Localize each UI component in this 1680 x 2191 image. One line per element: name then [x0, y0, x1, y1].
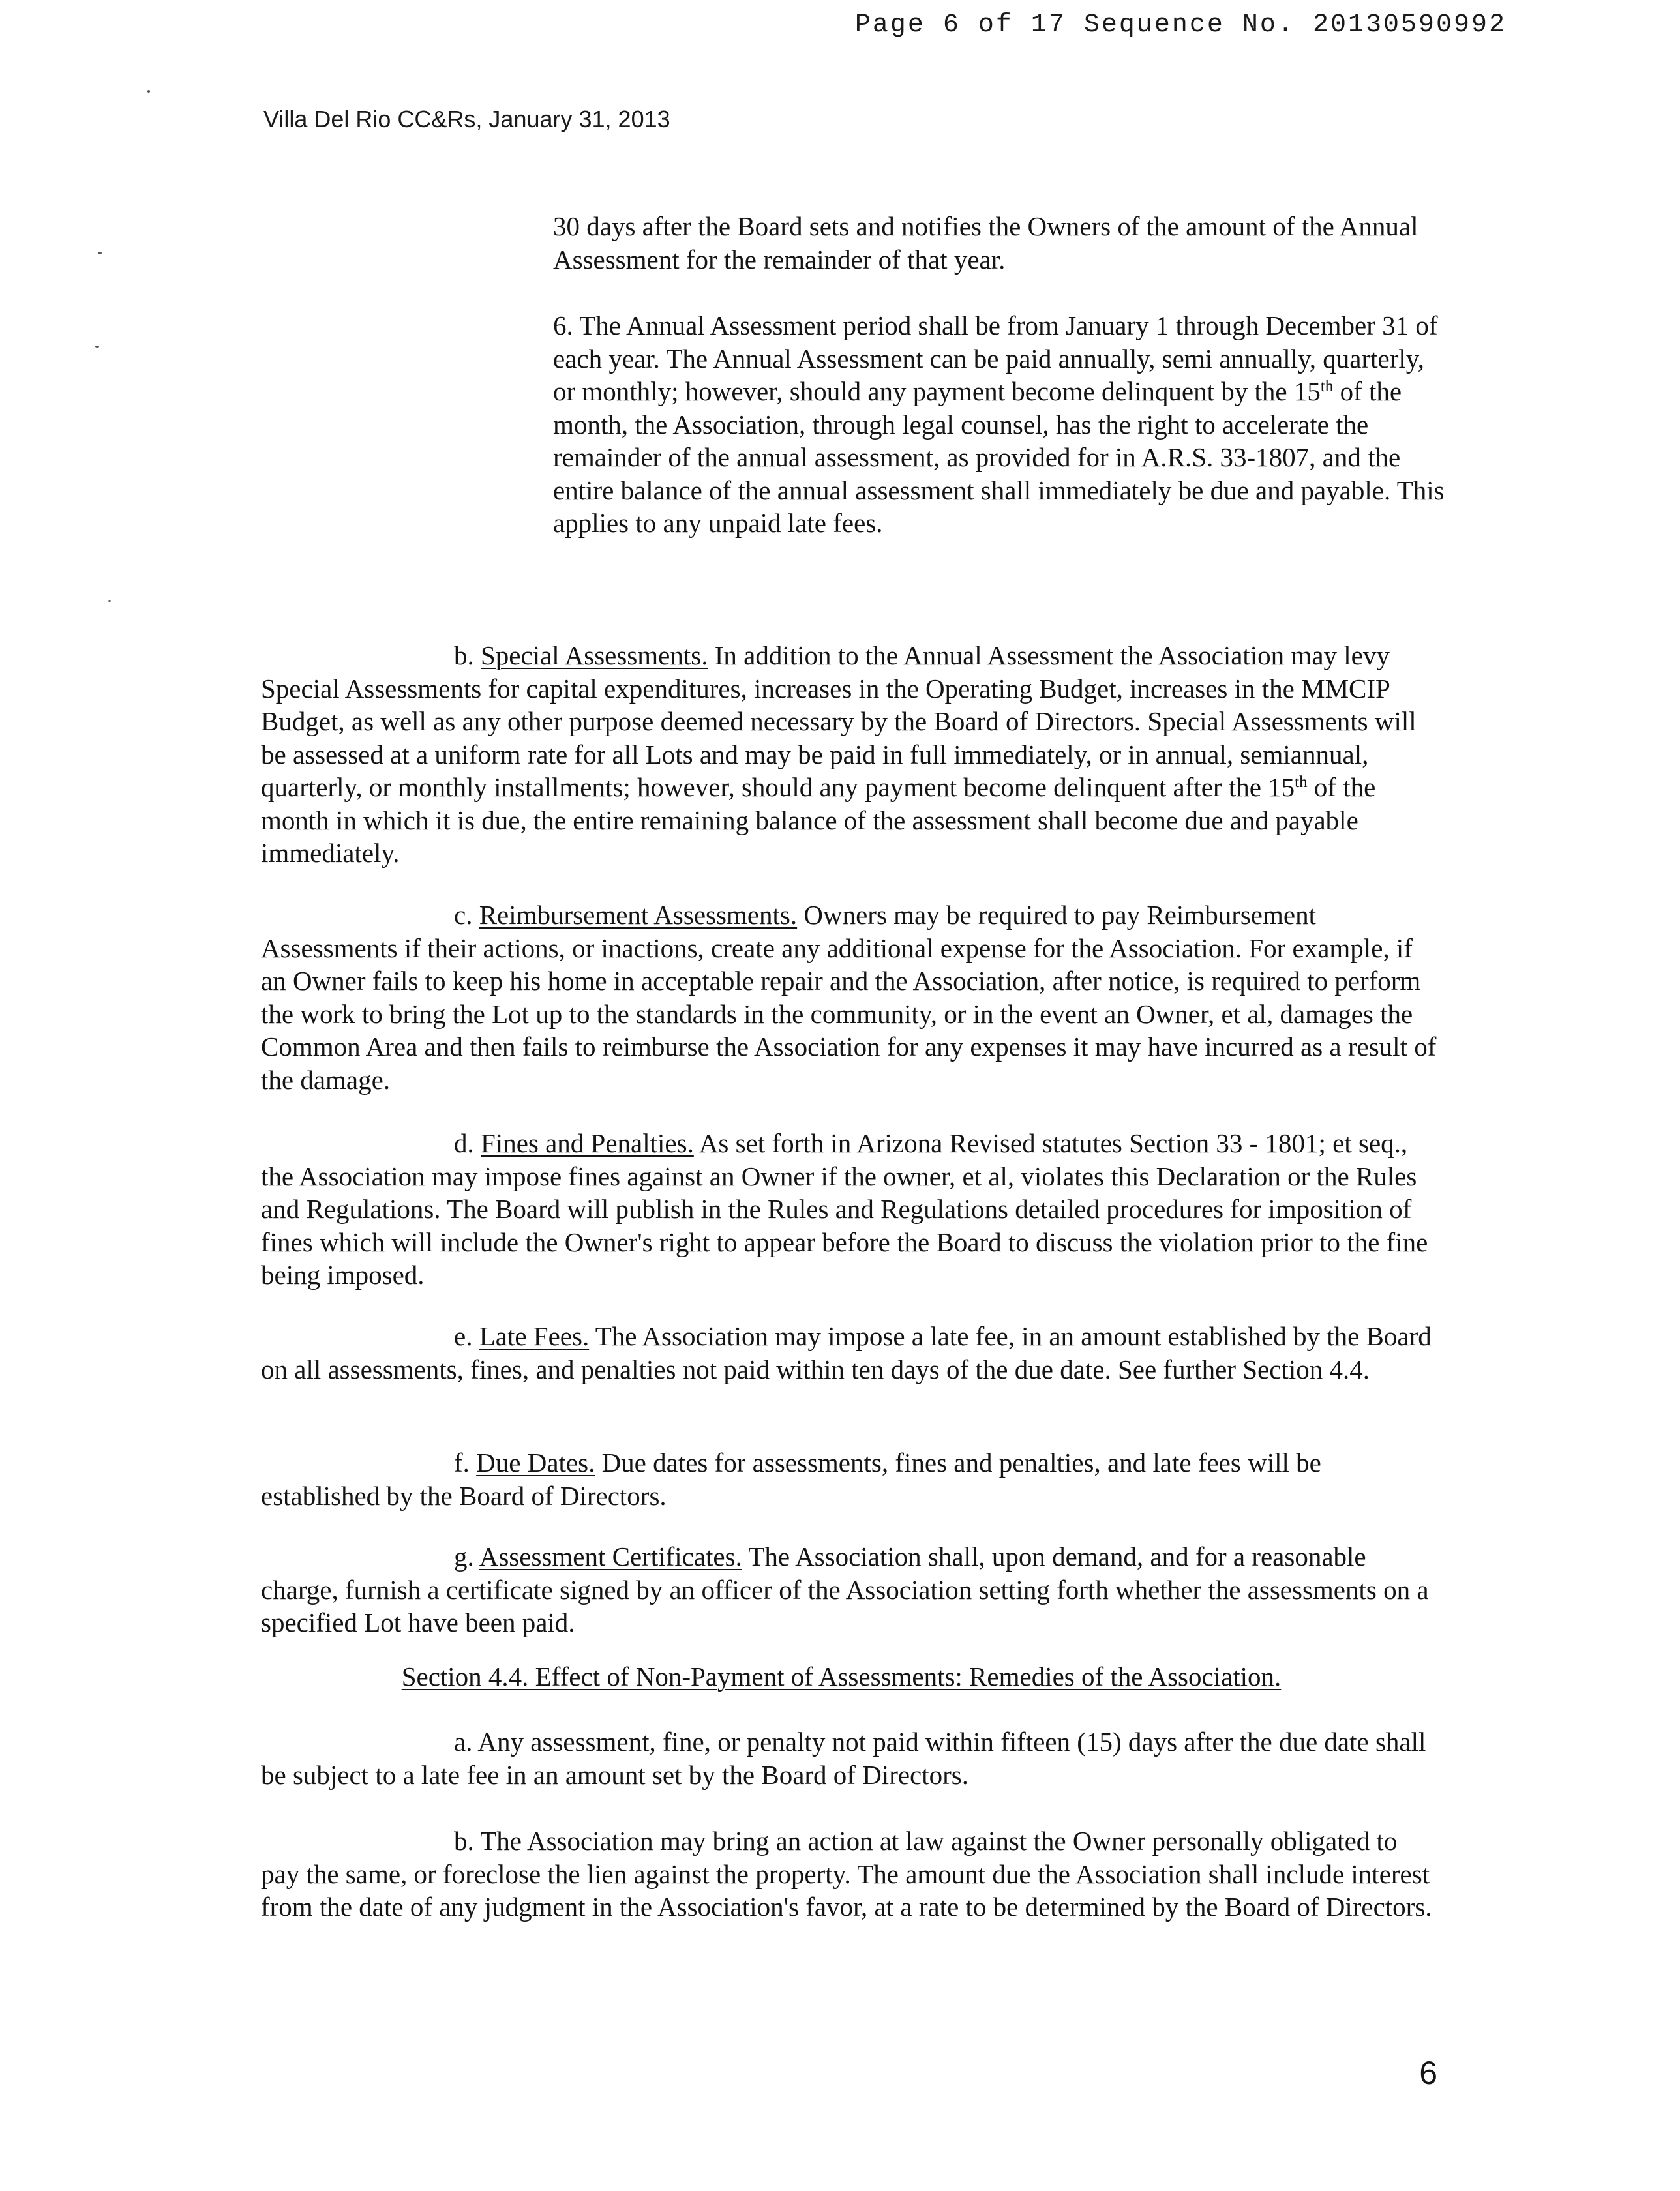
fines-penalties-text: As set forth in Arizona Revised statutes Section 33 - 1801; et seq., the Association may impose fines against an Owner if the owner, et al, violates this Declaration or the Rules and Regulations. The Board will publish in the Rules and Regulations detailed procedures for imposition of fines which will include the Owner's right to appear before the Board to discuss the violation prior to the fine being imposed. [261, 1128, 1428, 1290]
clause-prefix: g. [454, 1542, 479, 1572]
section-4-4-b-text: b. The Association may bring an action at law against the Owner personally obligated to pay the same, or foreclose the lien against the property. The amount due the Association shall include interest from the date of any judgment in the Association's favor, at a rate to be determined by the Board of Directors. [261, 1826, 1432, 1922]
clause-prefix: e. [454, 1321, 479, 1351]
continuation-paragraph: 30 days after the Board sets and notifies the Owners of the amount of the Annual Assessment for the remainder of that year. [553, 211, 1418, 275]
item-6-paragraph [553, 309, 1453, 540]
assessment-certificates-paragraph [261, 1540, 1441, 1639]
recording-stamp: Page 6 of 17 Sequence No. 20130590992 [854, 10, 1507, 40]
item-6-text: 6. The Annual Assessment period shall be from January 1 through December 31 of each year. The Annual Assessment can be paid annually, semi annually, quarterly, or monthly; however, should any payment become delinquent by the 15 [553, 310, 1438, 406]
section-4-4-a-paragraph [261, 1725, 1441, 1791]
reimbursement-assessments-paragraph [261, 899, 1441, 1096]
scan-speck [147, 90, 150, 93]
document-header: Villa Del Rio CC&Rs, January 31, 2013 [263, 106, 670, 132]
late-fees-paragraph [261, 1320, 1441, 1386]
late-fees-heading: Late Fees. [479, 1321, 590, 1351]
superscript: th [1295, 773, 1308, 791]
reimbursement-assessments-text: Owners may be required to pay Reimbursement Assessments if their actions, or inactions, create any additional expense for the Association. For example, if an Owner fails to keep his home in acceptable repair and the Association, after notice, is required to perform the work to bring the Lot up to the standards in the community, or in the event an Owner, et al, damages the Common Area and then fails to reimburse the Association for any expenses it may have incurred as a result of the damage. [261, 900, 1437, 1095]
fines-penalties-heading: Fines and Penalties. [481, 1128, 694, 1158]
clause-prefix: f. [454, 1448, 477, 1478]
assessment-certificates-text: The Association shall, upon demand, and for a reasonable charge, furnish a certificate signed by an officer of the Association setting forth whether the assessments on a specified Lot have been paid. [261, 1542, 1429, 1637]
special-assessments-text: In addition to the Annual Assessment the Association may levy Special Assessments for capital expenditures, increases in the Operating Budget, increases in the MMCIP Budget, as well as any other purpose deemed necessary by the Board of Directors. Special Assessments will be assessed at a uniform rate for all Lots and may be paid in full immediately, or in annual, semiannual, quarterly, or monthly installments; however, should any payment become delinquent after the 15 [261, 640, 1417, 802]
special-assessments-heading: Special Assessments. [481, 640, 708, 670]
due-dates-paragraph [261, 1446, 1441, 1512]
due-dates-text: Due dates for assessments, fines and penalties, and late fees will be established by the Board of Directors. [261, 1448, 1321, 1511]
clause-prefix: c. [454, 900, 479, 930]
section-4-4-b-paragraph [261, 1825, 1441, 1924]
special-assessments-text-rest: of the month in which it is due, the entire remaining balance of the assessment shall become due and payable immediately. [261, 772, 1376, 868]
page-number: 6 [1419, 2055, 1437, 2091]
late-fees-text: The Association may impose a late fee, in an amount established by the Board on all assessments, fines, and penalties not paid within ten days of the due date. See further Section 4.4. [261, 1321, 1432, 1384]
reimbursement-assessments-heading: Reimbursement Assessments. [479, 900, 798, 930]
due-dates-heading: Due Dates. [476, 1448, 595, 1478]
clause-prefix: b. [454, 640, 481, 670]
section-4-4-a-text: a. Any assessment, fine, or penalty not paid within fifteen (15) days after the due date shall be subject to a late fee in an amount set by the Board of Directors. [261, 1727, 1426, 1790]
assessment-certificates-heading: Assessment Certificates. [479, 1542, 742, 1572]
clause-prefix: d. [454, 1128, 481, 1158]
superscript: th [1320, 378, 1334, 395]
scan-speck [108, 600, 111, 602]
scan-speck [98, 252, 102, 254]
scan-speck [95, 346, 99, 348]
section-4-4-title: Section 4.4. Effect of Non-Payment of Assessments: Remedies of the Association. [401, 1662, 1282, 1692]
fines-penalties-paragraph [261, 1127, 1441, 1292]
section-4-4-heading [261, 1660, 1422, 1693]
special-assessments-paragraph [261, 639, 1441, 870]
item-6-text-rest: of the month, the Association, through legal counsel, has the right to accelerate the remainder of the annual assessment, as provided for in A.R.S. 33-1807, and the entire balance of the annual assessment shall immediately be due and payable. This applies to any unpaid late fees. [553, 376, 1445, 538]
